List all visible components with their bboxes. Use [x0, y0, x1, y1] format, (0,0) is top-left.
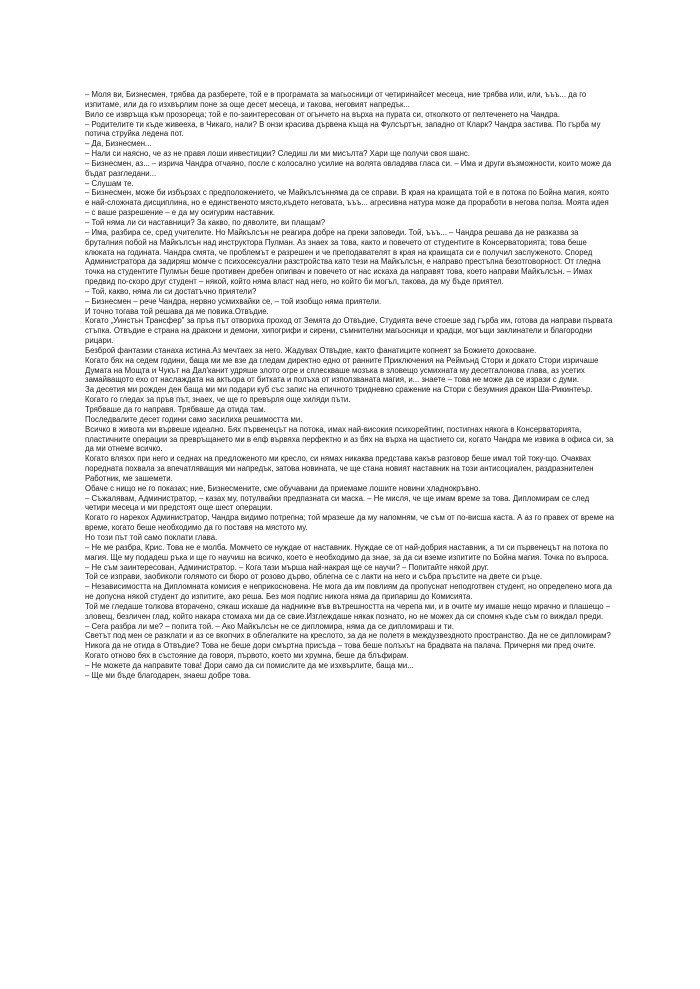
- paragraph: Когато влязох при него и седнах на предложеното ми кресло, си нямах никаква представа какъв разговор беше имал той току-що. Очаквах поредната похвала за впечатляващия ми напредък, затова новината, че ще стана новият наставник на този антисоциален, раздразнителен Работник, ме зашемети.: [85, 454, 594, 483]
- document-page: [85, 90, 615, 681]
- paragraph: – Не можете да направите това! Дори само да си помислите да ме изхвърлите, баща ми...: [85, 660, 414, 670]
- paragraph: – Бизнесмен – рече Чандра, нервно усмихвайки се, – той изобщо няма приятели.: [85, 296, 382, 306]
- paragraph: За десетия ми рожден ден баща ми ми подари куб със запис на епичното тридневно сражение на Стори с безумния дракон Ша-Рикинтеър. Когато го гледах за пръв път, знаех, че ще го превърля още хиляди пъти.: [85, 385, 593, 405]
- paragraph: – Родителите ти къде живееха, в Чикаго, нали? В онзи красива дървена къща на Фулсъртън, западно от Кларк? Чандра застива. По гърба му потича струйка ледена пот.: [85, 119, 601, 139]
- paragraph: Когато „Уинстън Трансфер" за пръв път отворихa проход от Земята до Отвъдие, Студията вече стоеше зад гърба им, готова да направи първата стъпка. Отвъдие е страна на дракони и демони, хипогрифи и сирени, съмнителни магьосници и крадци, могъщи заклинатели и благородни рицари.: [85, 316, 613, 346]
- paragraph: Но този път той само поклати глава.: [85, 532, 218, 542]
- paragraph: Той се изправи, заобиколи голямото си бюро от розово дърво, облегна се с лакти на него и събра пръстите на двете си ръце.: [85, 572, 543, 582]
- paragraph: Последвалите десет години само засилиха решимостта ми.: [85, 414, 303, 424]
- paragraph: – Той, какво, няма ли си достатъчно приятели?: [85, 286, 257, 296]
- paragraph: – Нали си наясно, че аз не правя лоши инвестиции? Следиш ли ми мисълта? Хари ще получи своя шанс.: [85, 149, 470, 159]
- paragraph: – Бизнесмен, може би избързах с предположението, че Майкълсъннямa да се справи. В края на краищата той е в потока по Бойна магия, която е най-сложната дисциплина, но е единственото място,където неговата, ъъъ... агресивна натура може да проработи в негова полза. Моята идея – с ваше разрешение – е да му осигурим наставник.: [85, 188, 609, 218]
- paragraph: Обаче с нищо не го показах; ние, Бизнесмените, сме обучавани да приемаме лошите новини хладнокръвно.: [85, 483, 481, 493]
- paragraph: – Ще ми бъде благодарен, знаеш добре това.: [85, 670, 251, 680]
- paragraph: – Моля ви, Бизнесмен, трябва да разберете, той е в програмата за магьосници от четиринайсет месеца, ние трябва или, или, ъъъ... да го изпитаме, или да го изхвърлим поне за още десет месеца, и такова, неговият напредък...: [85, 90, 587, 109]
- paragraph: – Има, разбира се, сред учителите. Но Майкълсън не реагира добре на преки заповеди. Той, ъъъ... – Чандра решава да не разказва за бруталния побой на Майкълсън над инструктора Пулман. Аз знаех за това, както и повечето от студентите в Консерваторията; това беше клюката на годината. Чандра смята, че проблемът е разрешен и че преподавателят в края на краищата си е получил заслуженото. Според Администратора да задиряш момче с психосексуални разстройства като тези на Майкълсън, е направо престъпна безотговорност. От гледна точка на студентите Пулмън беше противен дребен опипвач и повечето от нас искаха да направят това, което направи Майкълсън. – Имах предвид по-скоро друг студент – някой, който няма власт над него, но който би могъл, такова, да му бъде приятел.: [85, 227, 601, 287]
- paragraph: Той ме гледаше толкова вторачено, сякаш искаше да надникне във вътрешността на черепа ми, и в очите му имаше нещо мрачно и плашещо – зловещ, безличен глад, който накара стомаха ми да се свие.Изглеждаше някак познато, но не можех да си спомня къде съм го виждал преди.: [85, 601, 611, 621]
- paragraph: – Съжалявам, Администратор, – казах му, потулвайки предпазната си маска. – Не мисля, че ще имам време за това. Дипломирам се след четири месеца и ми предстоят още шест операции.: [85, 493, 590, 513]
- paragraph: Безброй фантазии станаха истина.Аз мечтаех за него. Жадувах Отвъдие, както фанатиците копнеят за Божието докосване.: [85, 345, 537, 355]
- paragraph: – Не ме разбра, Крис. Това не е молба. Момчето се нуждае от наставник. Нуждае се от най-добрия наставник, а ти си първенецът на потока по магия. Ще му подадеш ръка и ще го научиш на всичко, което е необходимо да знае, за да си вземе изпитите по Бойна магия. Точка по въпроса.: [85, 542, 609, 562]
- paragraph: Когато бях на седем години, баща ми ме взе да гледам директно едно от ранните Приключения на Реймънд Стори и докато Стори изричаше Думата на Мощта и Чукът на Дал'канит удряше злото огре и сплескваше мозъка в зловещо усмихната му десетгалонова глава, аз усетих замайващото ехо от наслаждата на актьора от битката и полъха от използваната магия, и... знаете – това не може да се изрази с думи.: [85, 355, 599, 385]
- paragraph: Трябваше да го направя. Трябваше да отида там.: [85, 405, 266, 414]
- paragraph: Всичко в живота ми вървеше идеално. Бях първенецът на потока, имах най-високия психорейтинг, постигнах някога в Консерваторията, пластичните операции за превръщането ми в елф вървяха перфектно и аз бях на върха на щастието си, когато Чандра ме извика в офиса си, за да ми отнеме всичко.: [85, 424, 614, 454]
- paragraph: Вило се извръща към прозореца; той е по-заинтересован от огънчето на върха на пурата си, отколкото от пелтеченето на Чандра.: [85, 109, 560, 119]
- paragraph: – Да, Бизнесмен...: [85, 139, 152, 149]
- paragraph: – Бизнесмен, аз... – изрича Чандра отчаяно, после с колосално усилие на волята овладява гласа си. – Има и други възможности, които може да бъдат разгледани...: [85, 158, 612, 178]
- paragraph: – Независимостта на Дипломната комисия е неприкосновена. Не мога да им повлиям да пропуснат неподготвен студент, но определено мога да не допусна някой студент до изпитите, ако реша. Без моя подпис никога няма да припариш до Комисията.: [85, 582, 612, 602]
- paragraph: Светът под мен се разклати и аз се вкопчих в облегалките на креслото, за да не полетя в междузвездното пространство. Да не се дипломирам? Никога да не отида в Отвъдие? Това не беше дори смъртна присъда – това беше полъхът на брадвата на палача. Причерня ми пред очите. Когато отново бях в състояние да говоря, първото, което ми хрумна, беше да блъфирам.: [85, 631, 611, 661]
- paragraph: – Не съм заинтересован, Администратор. – Кога тази мърша най-накрая ще се научи? – Попитайте някой друг.: [85, 562, 489, 572]
- paragraph: И точно тогава той решава да ме повика.Отвъдие.: [85, 306, 269, 316]
- paragraph: – Той няма ли си наставници? За какво, по дяволите, ви плащам?: [85, 217, 326, 227]
- paragraph: Когато го нарекох Администратор, Чандра видимо потрепна; той мразеше да му напомням, че съм от по-висша каста. А аз го правех от време на време, когато беше необходимо да го поставя на мястото му.: [85, 513, 615, 533]
- paragraph: – Слушам те.: [85, 178, 134, 188]
- paragraph: – Сега разбра ли ме? – попита той. – Ако Майкълсън не се дипломира, няма да се дипломираш и ти.: [85, 621, 454, 631]
